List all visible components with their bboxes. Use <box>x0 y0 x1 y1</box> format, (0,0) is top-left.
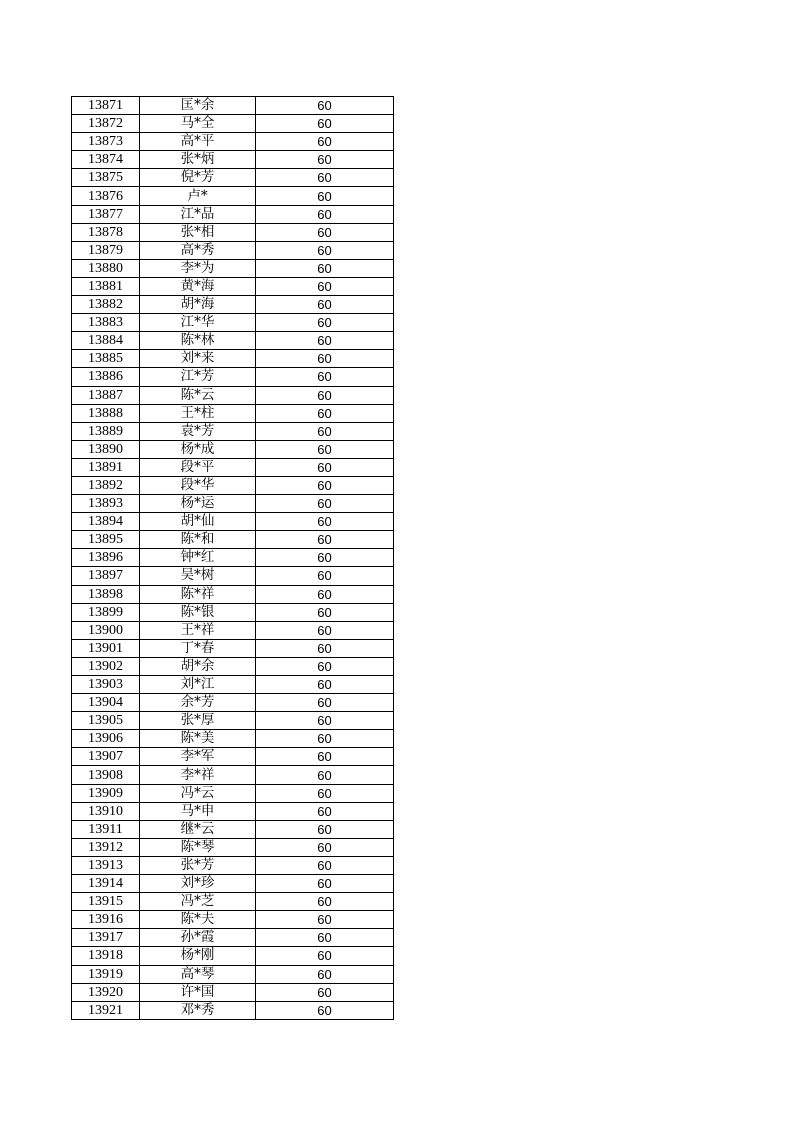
cell-id: 13871 <box>72 97 140 115</box>
cell-id: 13885 <box>72 350 140 368</box>
table-row <box>72 223 394 241</box>
cell-amount: 60 <box>256 603 394 621</box>
table-row <box>72 133 394 151</box>
cell-id: 13893 <box>72 495 140 513</box>
cell-id: 13905 <box>72 712 140 730</box>
table-row <box>72 929 394 947</box>
cell-amount: 60 <box>256 513 394 531</box>
cell-name: 胡*仙 <box>140 513 256 531</box>
cell-id: 13890 <box>72 440 140 458</box>
table-row <box>72 169 394 187</box>
table-row <box>72 205 394 223</box>
cell-name: 冯*云 <box>140 784 256 802</box>
cell-id: 13908 <box>72 766 140 784</box>
table-row <box>72 639 394 657</box>
cell-amount: 60 <box>256 875 394 893</box>
table-row <box>72 296 394 314</box>
table-row <box>72 350 394 368</box>
cell-name: 胡*余 <box>140 657 256 675</box>
cell-name: 刘*江 <box>140 676 256 694</box>
cell-id: 13910 <box>72 802 140 820</box>
cell-amount: 60 <box>256 259 394 277</box>
cell-name: 王*祥 <box>140 621 256 639</box>
cell-name: 陈*和 <box>140 531 256 549</box>
table-row <box>72 856 394 874</box>
table-row <box>72 676 394 694</box>
table-row <box>72 766 394 784</box>
cell-amount: 60 <box>256 838 394 856</box>
cell-id: 13902 <box>72 657 140 675</box>
cell-id: 13911 <box>72 820 140 838</box>
cell-name: 冯*芝 <box>140 893 256 911</box>
cell-name: 张*芳 <box>140 856 256 874</box>
cell-name: 陈*美 <box>140 730 256 748</box>
table-row <box>72 151 394 169</box>
cell-amount: 60 <box>256 911 394 929</box>
cell-name: 刘*来 <box>140 350 256 368</box>
cell-id: 13887 <box>72 386 140 404</box>
cell-id: 13907 <box>72 748 140 766</box>
table-row <box>72 694 394 712</box>
cell-id: 13912 <box>72 838 140 856</box>
cell-name: 张*厚 <box>140 712 256 730</box>
cell-amount: 60 <box>256 820 394 838</box>
table-row <box>72 531 394 549</box>
table-row <box>72 458 394 476</box>
table-row <box>72 277 394 295</box>
table-row <box>72 820 394 838</box>
cell-name: 吴*树 <box>140 567 256 585</box>
cell-amount: 60 <box>256 241 394 259</box>
cell-amount: 60 <box>256 947 394 965</box>
table-row <box>72 657 394 675</box>
cell-amount: 60 <box>256 1001 394 1019</box>
cell-name: 张*炳 <box>140 151 256 169</box>
cell-id: 13884 <box>72 332 140 350</box>
cell-id: 13889 <box>72 422 140 440</box>
cell-amount: 60 <box>256 766 394 784</box>
table-row <box>72 495 394 513</box>
cell-amount: 60 <box>256 784 394 802</box>
cell-name: 陈*银 <box>140 603 256 621</box>
table-row <box>72 115 394 133</box>
cell-name: 段*平 <box>140 458 256 476</box>
table-body <box>72 97 394 1020</box>
cell-name: 王*柱 <box>140 404 256 422</box>
table-row <box>72 784 394 802</box>
cell-amount: 60 <box>256 802 394 820</box>
cell-amount: 60 <box>256 567 394 585</box>
cell-id: 13903 <box>72 676 140 694</box>
cell-id: 13877 <box>72 205 140 223</box>
cell-amount: 60 <box>256 694 394 712</box>
cell-name: 李*为 <box>140 259 256 277</box>
cell-id: 13921 <box>72 1001 140 1019</box>
cell-amount: 60 <box>256 893 394 911</box>
cell-name: 江*芳 <box>140 368 256 386</box>
cell-amount: 60 <box>256 205 394 223</box>
cell-amount: 60 <box>256 440 394 458</box>
table-row <box>72 404 394 422</box>
cell-id: 13904 <box>72 694 140 712</box>
cell-id: 13881 <box>72 277 140 295</box>
cell-id: 13909 <box>72 784 140 802</box>
table-row <box>72 712 394 730</box>
cell-amount: 60 <box>256 476 394 494</box>
cell-name: 陈*祥 <box>140 585 256 603</box>
cell-name: 江*品 <box>140 205 256 223</box>
cell-amount: 60 <box>256 404 394 422</box>
cell-name: 高*琴 <box>140 965 256 983</box>
cell-id: 13895 <box>72 531 140 549</box>
cell-name: 孙*霞 <box>140 929 256 947</box>
cell-amount: 60 <box>256 730 394 748</box>
cell-id: 13872 <box>72 115 140 133</box>
cell-id: 13899 <box>72 603 140 621</box>
cell-id: 13896 <box>72 549 140 567</box>
cell-amount: 60 <box>256 115 394 133</box>
cell-id: 13880 <box>72 259 140 277</box>
table-row <box>72 585 394 603</box>
table-row <box>72 259 394 277</box>
cell-id: 13918 <box>72 947 140 965</box>
table-row <box>72 1001 394 1019</box>
cell-name: 李*祥 <box>140 766 256 784</box>
cell-name: 杨*刚 <box>140 947 256 965</box>
table-row <box>72 893 394 911</box>
cell-name: 陈*琴 <box>140 838 256 856</box>
cell-id: 13878 <box>72 223 140 241</box>
table-row <box>72 802 394 820</box>
cell-amount: 60 <box>256 169 394 187</box>
table-row <box>72 422 394 440</box>
cell-name: 马*申 <box>140 802 256 820</box>
cell-id: 13891 <box>72 458 140 476</box>
cell-amount: 60 <box>256 296 394 314</box>
cell-name: 杨*运 <box>140 495 256 513</box>
cell-amount: 60 <box>256 133 394 151</box>
cell-id: 13882 <box>72 296 140 314</box>
cell-amount: 60 <box>256 531 394 549</box>
cell-amount: 60 <box>256 748 394 766</box>
cell-name: 李*军 <box>140 748 256 766</box>
table-row <box>72 983 394 1001</box>
cell-id: 13906 <box>72 730 140 748</box>
cell-amount: 60 <box>256 657 394 675</box>
table-row <box>72 97 394 115</box>
table-row <box>72 567 394 585</box>
table-row <box>72 332 394 350</box>
cell-id: 13894 <box>72 513 140 531</box>
cell-name: 匡*余 <box>140 97 256 115</box>
cell-name: 袁*芳 <box>140 422 256 440</box>
cell-id: 13876 <box>72 187 140 205</box>
cell-name: 丁*春 <box>140 639 256 657</box>
cell-id: 13914 <box>72 875 140 893</box>
cell-amount: 60 <box>256 151 394 169</box>
table-row <box>72 314 394 332</box>
cell-amount: 60 <box>256 549 394 567</box>
cell-amount: 60 <box>256 712 394 730</box>
cell-id: 13883 <box>72 314 140 332</box>
cell-amount: 60 <box>256 422 394 440</box>
cell-amount: 60 <box>256 585 394 603</box>
cell-amount: 60 <box>256 458 394 476</box>
cell-id: 13913 <box>72 856 140 874</box>
cell-name: 陈*云 <box>140 386 256 404</box>
cell-amount: 60 <box>256 223 394 241</box>
cell-id: 13897 <box>72 567 140 585</box>
cell-amount: 60 <box>256 187 394 205</box>
table-row <box>72 730 394 748</box>
table-row <box>72 476 394 494</box>
table-row <box>72 875 394 893</box>
cell-id: 13916 <box>72 911 140 929</box>
cell-amount: 60 <box>256 965 394 983</box>
cell-amount: 60 <box>256 97 394 115</box>
table-row <box>72 838 394 856</box>
cell-name: 高*秀 <box>140 241 256 259</box>
cell-id: 13892 <box>72 476 140 494</box>
cell-id: 13919 <box>72 965 140 983</box>
cell-name: 江*华 <box>140 314 256 332</box>
cell-id: 13915 <box>72 893 140 911</box>
cell-name: 高*平 <box>140 133 256 151</box>
cell-amount: 60 <box>256 332 394 350</box>
cell-name: 段*华 <box>140 476 256 494</box>
cell-id: 13898 <box>72 585 140 603</box>
table-row <box>72 386 394 404</box>
cell-name: 胡*海 <box>140 296 256 314</box>
cell-id: 13886 <box>72 368 140 386</box>
table-row <box>72 748 394 766</box>
cell-name: 黄*海 <box>140 277 256 295</box>
cell-name: 卢* <box>140 187 256 205</box>
cell-amount: 60 <box>256 350 394 368</box>
cell-amount: 60 <box>256 983 394 1001</box>
cell-id: 13874 <box>72 151 140 169</box>
table-row <box>72 549 394 567</box>
cell-name: 刘*珍 <box>140 875 256 893</box>
cell-id: 13873 <box>72 133 140 151</box>
cell-name: 余*芳 <box>140 694 256 712</box>
cell-name: 陈*夫 <box>140 911 256 929</box>
cell-amount: 60 <box>256 929 394 947</box>
cell-id: 13888 <box>72 404 140 422</box>
cell-id: 13879 <box>72 241 140 259</box>
table-row <box>72 965 394 983</box>
table-row <box>72 187 394 205</box>
cell-amount: 60 <box>256 676 394 694</box>
table-row <box>72 603 394 621</box>
cell-amount: 60 <box>256 386 394 404</box>
cell-name: 钟*红 <box>140 549 256 567</box>
cell-id: 13917 <box>72 929 140 947</box>
table-row <box>72 513 394 531</box>
table-row <box>72 241 394 259</box>
cell-name: 许*国 <box>140 983 256 1001</box>
cell-amount: 60 <box>256 621 394 639</box>
cell-name: 陈*林 <box>140 332 256 350</box>
cell-id: 13901 <box>72 639 140 657</box>
table-row <box>72 440 394 458</box>
cell-id: 13900 <box>72 621 140 639</box>
cell-id: 13920 <box>72 983 140 1001</box>
cell-amount: 60 <box>256 495 394 513</box>
cell-amount: 60 <box>256 314 394 332</box>
cell-amount: 60 <box>256 277 394 295</box>
cell-name: 马*全 <box>140 115 256 133</box>
table-row <box>72 947 394 965</box>
cell-amount: 60 <box>256 368 394 386</box>
cell-amount: 60 <box>256 639 394 657</box>
table-row <box>72 911 394 929</box>
cell-name: 杨*成 <box>140 440 256 458</box>
cell-name: 张*相 <box>140 223 256 241</box>
table-row <box>72 368 394 386</box>
cell-name: 倪*芳 <box>140 169 256 187</box>
cell-id: 13875 <box>72 169 140 187</box>
table-row <box>72 621 394 639</box>
cell-name: 邓*秀 <box>140 1001 256 1019</box>
cell-amount: 60 <box>256 856 394 874</box>
data-table <box>71 96 394 1020</box>
cell-name: 继*云 <box>140 820 256 838</box>
